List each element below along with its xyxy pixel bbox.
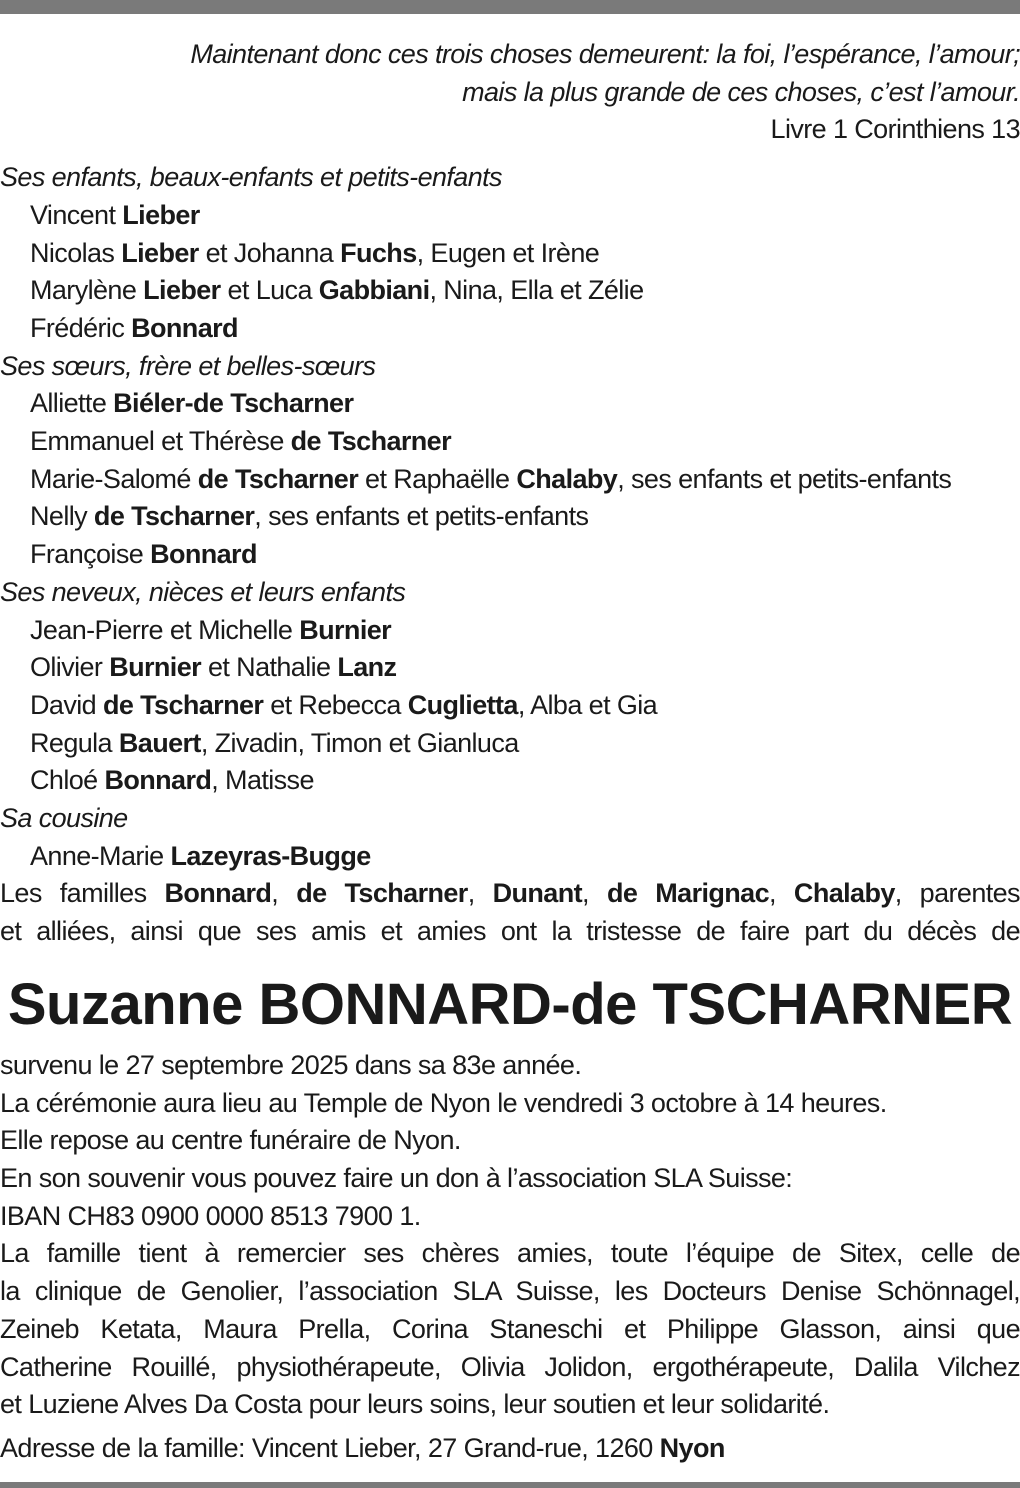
surname: de Tscharner: [296, 878, 468, 909]
bottom-divider: [0, 1482, 1020, 1488]
surname: Lieber: [122, 199, 200, 230]
surname: Lanz: [337, 652, 397, 683]
quote-line-2: mais la plus grande de ces choses, c’est l’amour.: [462, 76, 1020, 107]
text-segment: et Rebecca: [263, 689, 408, 720]
thanks-line: Catherine Rouillé, physiothérapeute, Olivia Jolidon, ergothérapeute, Dalila Vilchez: [0, 1351, 1020, 1382]
group-heading: Ses neveux, nièces et leurs enfants: [0, 576, 406, 607]
detail-line: survenu le 27 septembre 2025 dans sa 83e année.: [0, 1049, 582, 1080]
mourner-row: [0, 725, 1020, 763]
mourner-row: [0, 310, 1020, 348]
mourner-row: [0, 536, 1020, 574]
group-heading: Sa cousine: [0, 803, 128, 834]
text-segment: Alliette: [30, 388, 114, 419]
mourner-row: [0, 498, 1020, 536]
surname: Burnier: [109, 652, 202, 683]
text-segment: , Matisse: [211, 765, 314, 796]
text-segment: Nicolas: [30, 237, 122, 268]
mourner-row: [0, 235, 1020, 273]
surname: Bonnard: [150, 539, 257, 570]
surname: Biéler-de Tscharner: [113, 388, 354, 419]
text-segment: Emmanuel et Thérèse: [30, 426, 291, 457]
thanks-line: La famille tient à remercier ses chères amies, toute l’équipe de Sitex, celle de: [0, 1238, 1020, 1269]
surname: Bauert: [118, 727, 201, 758]
quote-reference: Livre 1 Corinthiens 13: [770, 114, 1020, 145]
text-segment: Regula: [30, 727, 119, 758]
text-segment: , ses enfants et petits-enfants: [254, 501, 589, 532]
text-segment: ,: [769, 878, 794, 909]
mourner-row: [0, 838, 1020, 876]
text-segment: Françoise: [30, 539, 151, 570]
obituary-notice: [0, 36, 1020, 1468]
text-segment: , Eugen et Irène: [416, 237, 600, 268]
text-segment: Anne-Marie: [30, 840, 171, 871]
detail-line: Elle repose au centre funéraire de Nyon.: [0, 1125, 461, 1156]
surname: Lazeyras-Bugge: [170, 840, 371, 871]
text-segment: Marie-Salomé: [30, 463, 198, 494]
surname: Fuchs: [340, 237, 417, 268]
group-heading: Ses sœurs, frère et belles-sœurs: [0, 350, 376, 381]
text-segment: , ses enfants et petits-enfants: [617, 463, 952, 494]
surname: de Tscharner: [93, 501, 255, 532]
mourner-row: [0, 762, 1020, 800]
text-segment: Les familles: [0, 878, 165, 909]
families-line-2: et alliées, ainsi que ses amis et amies ont la tristesse de faire part du décès de: [0, 916, 1020, 947]
text-segment: Frédéric: [30, 312, 132, 343]
mourner-row: [0, 197, 1020, 235]
detail-line: La cérémonie aura lieu au Temple de Nyon le vendredi 3 octobre à 14 heures.: [0, 1087, 887, 1118]
surname: de Marignac: [606, 878, 769, 909]
text-segment: , Zivadin, Timon et Gianluca: [200, 727, 519, 758]
details-block: [0, 1047, 1020, 1236]
mourner-row: [0, 423, 1020, 461]
surname: Dunant: [492, 878, 583, 909]
surname: Bonnard: [164, 878, 272, 909]
thanks-block: [0, 1235, 1020, 1424]
mourner-row: [0, 461, 1020, 499]
surname: Gabbiani: [318, 275, 430, 306]
text-segment: et Johanna: [198, 237, 341, 268]
text-segment: Nelly: [30, 501, 94, 532]
text-segment: Vincent: [30, 199, 123, 230]
surname: Burnier: [299, 614, 392, 645]
mourner-row: [0, 687, 1020, 725]
surname: Chalaby: [793, 878, 895, 909]
thanks-line: Zeineb Ketata, Maura Prella, Corina Staneschi et Philippe Glasson, ainsi que: [0, 1313, 1020, 1344]
mourner-row: [0, 612, 1020, 650]
surname: Lieber: [121, 237, 199, 268]
mourner-row: [0, 272, 1020, 310]
surname: de Tscharner: [290, 426, 452, 457]
mourner-row: [0, 649, 1020, 687]
text-segment: et Raphaëlle: [358, 463, 517, 494]
surname: Bonnard: [131, 312, 238, 343]
text-segment: David: [30, 689, 103, 720]
mourner-row: [0, 385, 1020, 423]
surname: de Tscharner: [102, 689, 264, 720]
quote-line-1: Maintenant donc ces trois choses demeurent: la foi, l’espérance, l’amour;: [190, 39, 1020, 69]
text-segment: Chloé: [30, 765, 105, 796]
address-text: Adresse de la famille: Vincent Lieber, 27 Grand-rue, 1260: [0, 1432, 660, 1463]
surname: Cuglietta: [407, 689, 518, 720]
surname: Chalaby: [516, 463, 618, 494]
text-segment: , parentes: [894, 878, 1020, 909]
group-heading: Ses enfants, beaux-enfants et petits-enfants: [0, 162, 502, 193]
mourners-list: [0, 159, 1020, 875]
text-segment: ,: [582, 878, 607, 909]
text-segment: et Luca: [220, 275, 319, 306]
family-address: [0, 1430, 1020, 1468]
thanks-line: la clinique de Genolier, l’association SLA Suisse, les Docteurs Denise Schönnagel,: [0, 1276, 1020, 1307]
deceased-name: Suzanne BONNARD-de TSCHARNER: [7, 971, 1013, 1037]
text-segment: , Alba et Gia: [517, 689, 658, 720]
text-segment: ,: [271, 878, 297, 909]
top-divider: [0, 0, 1020, 14]
text-segment: et Nathalie: [201, 652, 338, 683]
text-segment: Olivier: [30, 652, 110, 683]
text-segment: Marylène: [30, 275, 144, 306]
surname: Bonnard: [104, 765, 212, 796]
text-segment: , Nina, Ella et Zélie: [429, 275, 644, 306]
surname: Lieber: [143, 275, 221, 306]
address-city: Nyon: [659, 1432, 725, 1463]
thanks-line: et Luziene Alves Da Costa pour leurs soins, leur soutien et leur solidarité.: [0, 1389, 830, 1420]
text-segment: ,: [467, 878, 493, 909]
families-line-1: [0, 875, 1020, 913]
detail-line: En son souvenir vous pouvez faire un don à l’association SLA Suisse:: [0, 1162, 793, 1193]
text-segment: Jean-Pierre et Michelle: [30, 614, 300, 645]
detail-line: IBAN CH83 0900 0000 8513 7900 1.: [0, 1200, 421, 1231]
surname: de Tscharner: [197, 463, 359, 494]
